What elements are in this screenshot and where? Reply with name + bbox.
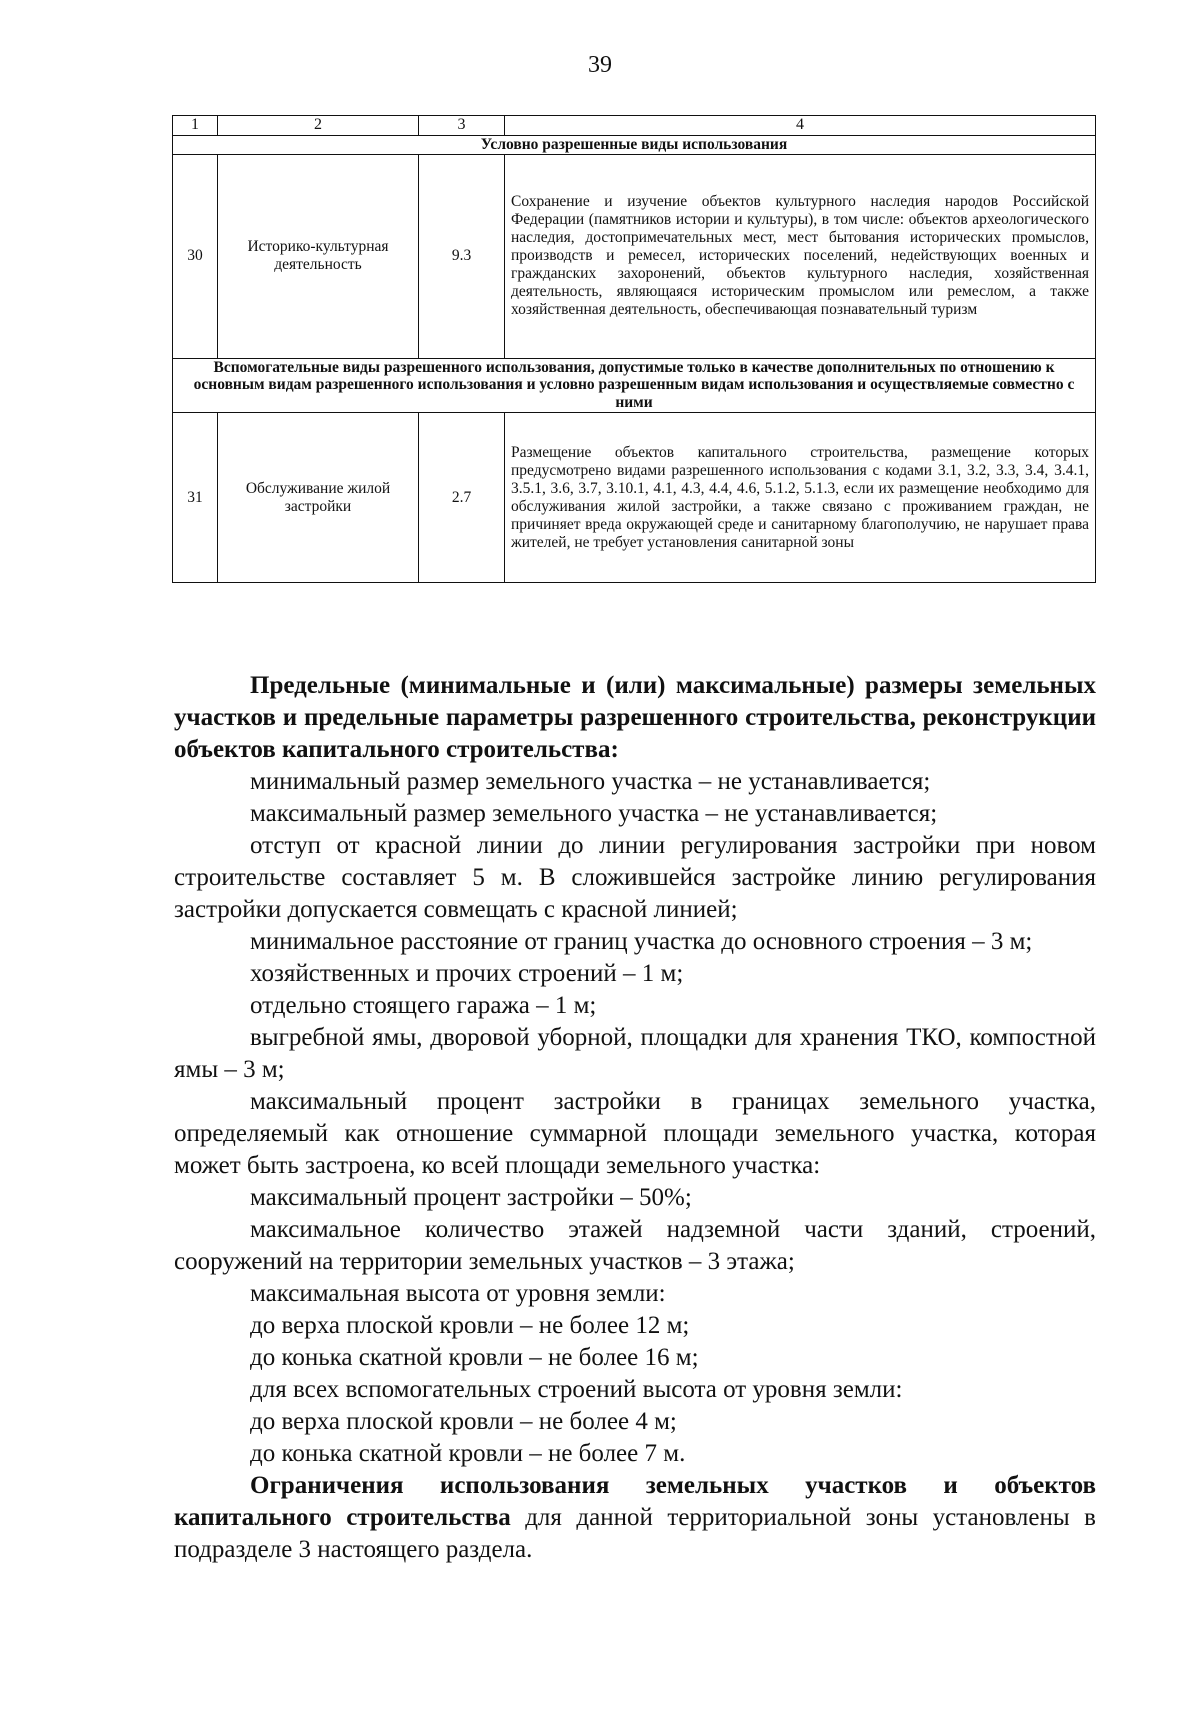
use-type-name: Историко-культурная деятельность: [218, 154, 419, 358]
restrictions-text: для данной территориальной зоны установлены в подразделе 3 настоящего раздела.: [174, 1504, 1096, 1563]
paragraph: отступ от красной линии до линии регулирования застройки при новом строительстве составляет 5 м. В сложившейся застройке линию регулирования застройки допускается совмещать с красной линией;: [174, 832, 1096, 923]
column-header-3: 3: [419, 116, 505, 136]
section-heading: Предельные (минимальные и (или) максимальные) размеры земельных участков и предельные параметры разрешенного строительства, реконструкции объектов капитального строительства:: [174, 672, 1096, 763]
row-number: 31: [173, 413, 218, 583]
use-type-description: Сохранение и изучение объектов культурного наследия народов Российской Федерации (памятников истории и культуры), в том числе: объектов археологического наследия, достопримечательных мест, мест бытования исторических промыслов, производств и ремесел, исторических поселений, недействующих военных и гражданских захоронений, объектов культурного наследия, хозяйственная деятельность, являющаяся историческим промыслом или ремеслом, а также хозяйственная деятельность, обеспечивающая познавательный туризм: [505, 154, 1096, 358]
paragraph: максимальная высота от уровня земли:: [250, 1280, 666, 1307]
restrictions-paragraph: [174, 1470, 1096, 1566]
paragraph: максимальный процент застройки – 50%;: [250, 1184, 692, 1211]
paragraph: до верха плоской кровли – не более 4 м;: [250, 1408, 677, 1435]
paragraph: выгребной ямы, дворовой уборной, площадки для хранения ТКО, компостной ямы – 3 м;: [174, 1024, 1096, 1083]
column-header-4: 4: [505, 116, 1096, 136]
table-column-header-row: [173, 116, 1096, 136]
paragraph: минимальный размер земельного участка – не устанавливается;: [250, 768, 931, 795]
use-type-code: 2.7: [419, 413, 505, 583]
column-header-1: 1: [173, 116, 218, 136]
paragraph: до конька скатной кровли – не более 7 м.: [250, 1440, 686, 1467]
paragraph: отдельно стоящего гаража – 1 м;: [250, 992, 597, 1019]
use-type-code: 9.3: [419, 154, 505, 358]
section-header-row: [173, 135, 1096, 154]
paragraph: до верха плоской кровли – не более 12 м;: [250, 1312, 690, 1339]
paragraph: максимальный процент застройки в границах земельного участка, определяемый как отношение суммарной площади земельного участка, которая может быть застроена, ко всей площади земельного участка:: [174, 1088, 1096, 1179]
section-conditional-title: Условно разрешенные виды использования: [173, 135, 1096, 154]
paragraph: хозяйственных и прочих строений – 1 м;: [250, 960, 684, 987]
section-header-row: [173, 358, 1096, 413]
paragraph: максимальное количество этажей надземной части зданий, строений, сооружений на территории земельных участков – 3 этажа;: [174, 1216, 1096, 1275]
body-text: [174, 670, 1096, 1566]
row-number: 30: [173, 154, 218, 358]
paragraph: для всех вспомогательных строений высота от уровня земли:: [250, 1376, 903, 1403]
column-header-2: 2: [218, 116, 419, 136]
table-row: [173, 413, 1096, 583]
table-row: [173, 154, 1096, 358]
paragraph: минимальное расстояние от границ участка до основного строения – 3 м;: [250, 928, 1033, 955]
paragraph: до конька скатной кровли – не более 16 м;: [250, 1344, 699, 1371]
section-auxiliary-title: Вспомогательные виды разрешенного использования, допустимые только в качестве дополнительных по отношению к основным видам разрешенного использования и условно разрешенным видам использования и осуществляемые совместно с ними: [173, 358, 1096, 413]
land-use-table: [172, 115, 1096, 583]
page-number: 39: [588, 52, 612, 78]
use-type-description: Размещение объектов капитального строительства, размещение которых предусмотрено видами разрешенного использования с кодами 3.1, 3.2, 3.3, 3.4, 3.4.1, 3.5.1, 3.6, 3.7, 3.10.1, 4.1, 4.3, 4.4, 4.6, 5.1.2, 5.1.3, если их размещение необходимо для обслуживания жилой застройки, а также связано с проживанием граждан, не причиняет вреда окружающей среде и санитарному благополучию, не нарушает права жителей, не требует установления санитарной зоны: [505, 413, 1096, 583]
restrictions-bold-text: Ограничения использования земельных участков и объектов капитального строительства: [174, 1472, 1096, 1531]
use-type-name: Обслуживание жилой застройки: [218, 413, 419, 583]
paragraph: максимальный размер земельного участка – не устанавливается;: [250, 800, 938, 827]
